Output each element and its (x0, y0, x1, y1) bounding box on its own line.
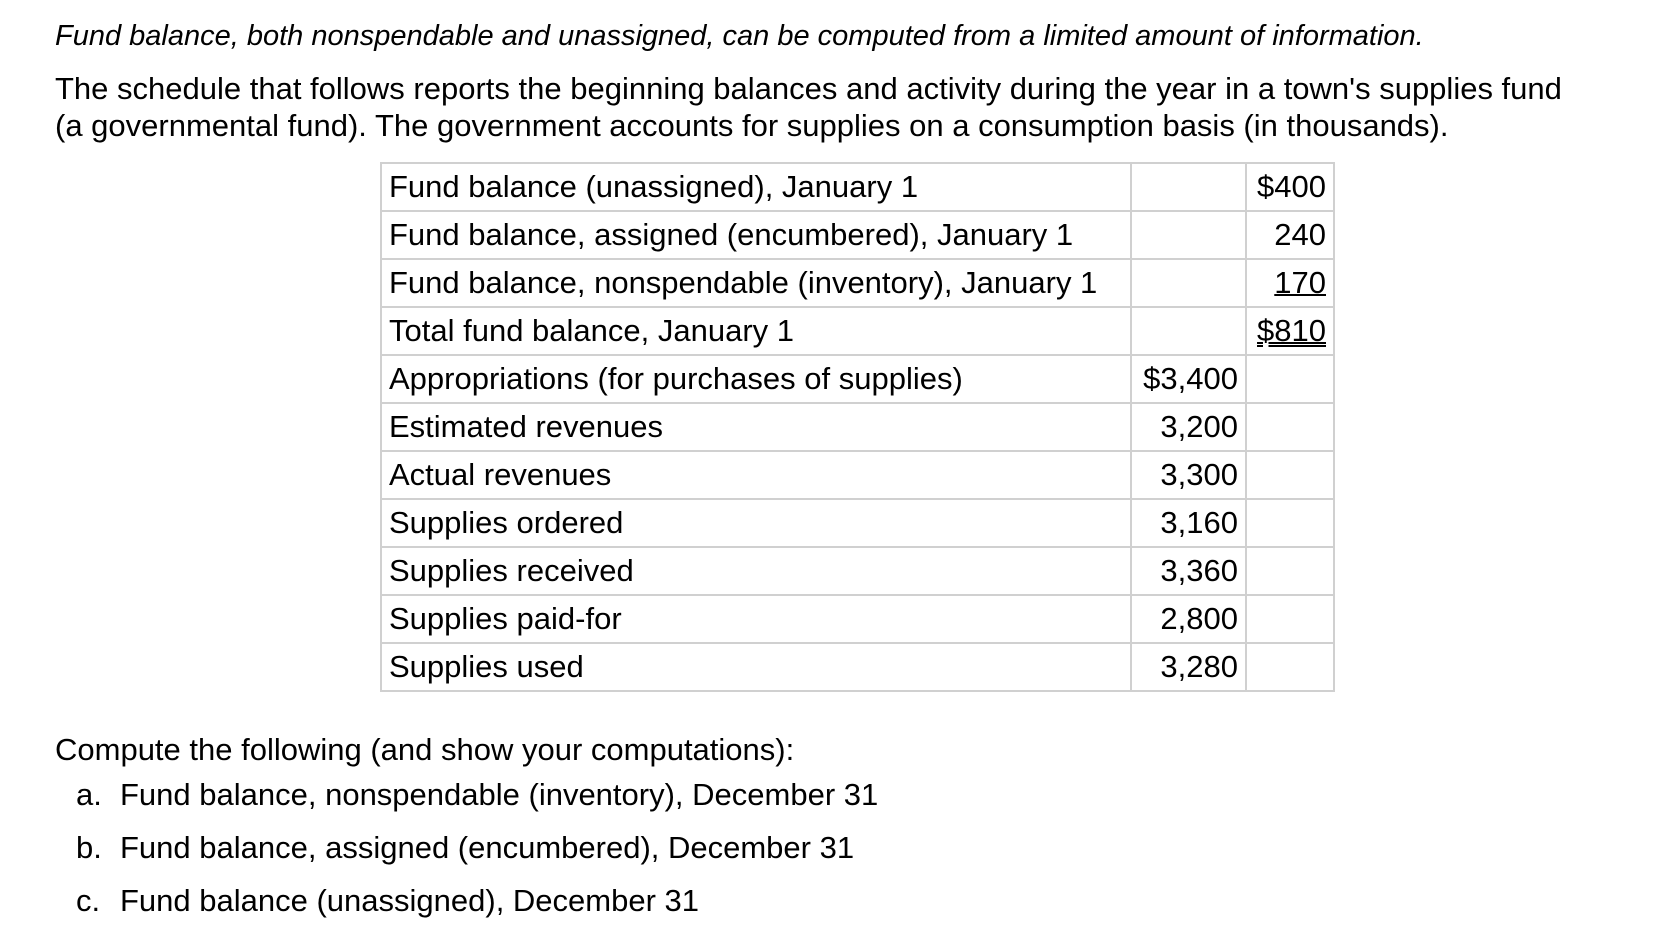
activity-value: $3,400 (1131, 355, 1246, 403)
table-row (381, 307, 1334, 355)
activity-value: 3,160 (1131, 499, 1246, 547)
row-label: Fund balance, assigned (encumbered), January 1 (381, 211, 1131, 259)
balance-value (1246, 259, 1334, 307)
balance-value: $400 (1246, 163, 1334, 211)
underlined-value: 170 (1274, 265, 1326, 300)
description-line-2: (a governmental fund). The government accounts for supplies on a consumption basis (in thousands). (55, 108, 1449, 143)
activity-value (1131, 259, 1246, 307)
list-item (76, 821, 878, 874)
balance-value (1246, 403, 1334, 451)
balance-value (1246, 499, 1334, 547)
description-line-1: The schedule that follows reports the beginning balances and activity during the year in a town's supplies fund (55, 71, 1562, 106)
intro-text: Fund balance, both nonspendable and unassigned, can be computed from a limited amount of information. (55, 20, 1424, 52)
row-label: Total fund balance, January 1 (381, 307, 1131, 355)
list-item (76, 874, 878, 927)
row-label: Estimated revenues (381, 403, 1131, 451)
balance-value (1246, 643, 1334, 691)
table-row (381, 643, 1334, 691)
activity-value (1131, 307, 1246, 355)
balance-value (1246, 451, 1334, 499)
question-letter: b. (76, 830, 102, 865)
row-label: Supplies received (381, 547, 1131, 595)
balance-value: 240 (1246, 211, 1334, 259)
activity-value (1131, 211, 1246, 259)
row-label: Supplies paid-for (381, 595, 1131, 643)
row-label: Supplies ordered (381, 499, 1131, 547)
question-text: Fund balance, assigned (encumbered), December 31 (120, 830, 855, 865)
balance-value (1246, 355, 1334, 403)
activity-value (1131, 163, 1246, 211)
double-underlined-total: $810 (1257, 313, 1326, 348)
balance-value (1246, 547, 1334, 595)
table-row (381, 595, 1334, 643)
instructions: Compute the following (and show your computations): (55, 732, 795, 767)
activity-value: 3,300 (1131, 451, 1246, 499)
row-label: Supplies used (381, 643, 1131, 691)
question-letter: c. (76, 883, 101, 918)
table-row (381, 355, 1334, 403)
activity-value: 3,200 (1131, 403, 1246, 451)
table-row (381, 499, 1334, 547)
question-list (76, 768, 878, 927)
list-item (76, 768, 878, 821)
balance-value (1246, 595, 1334, 643)
table-row (381, 403, 1334, 451)
table-row (381, 163, 1334, 211)
table-row (381, 451, 1334, 499)
table-row (381, 547, 1334, 595)
schedule-table (380, 162, 1335, 692)
row-label: Fund balance (unassigned), January 1 (381, 163, 1131, 211)
activity-value: 3,280 (1131, 643, 1246, 691)
table-row (381, 259, 1334, 307)
balance-value (1246, 307, 1334, 355)
activity-value: 2,800 (1131, 595, 1246, 643)
table-row (381, 211, 1334, 259)
row-label: Fund balance, nonspendable (inventory), January 1 (381, 259, 1131, 307)
question-text: Fund balance, nonspendable (inventory), December 31 (120, 777, 879, 812)
question-letter: a. (76, 777, 102, 812)
question-text: Fund balance (unassigned), December 31 (120, 883, 700, 918)
row-label: Actual revenues (381, 451, 1131, 499)
activity-value: 3,360 (1131, 547, 1246, 595)
problem-description (55, 70, 1625, 144)
row-label: Appropriations (for purchases of supplies) (381, 355, 1131, 403)
